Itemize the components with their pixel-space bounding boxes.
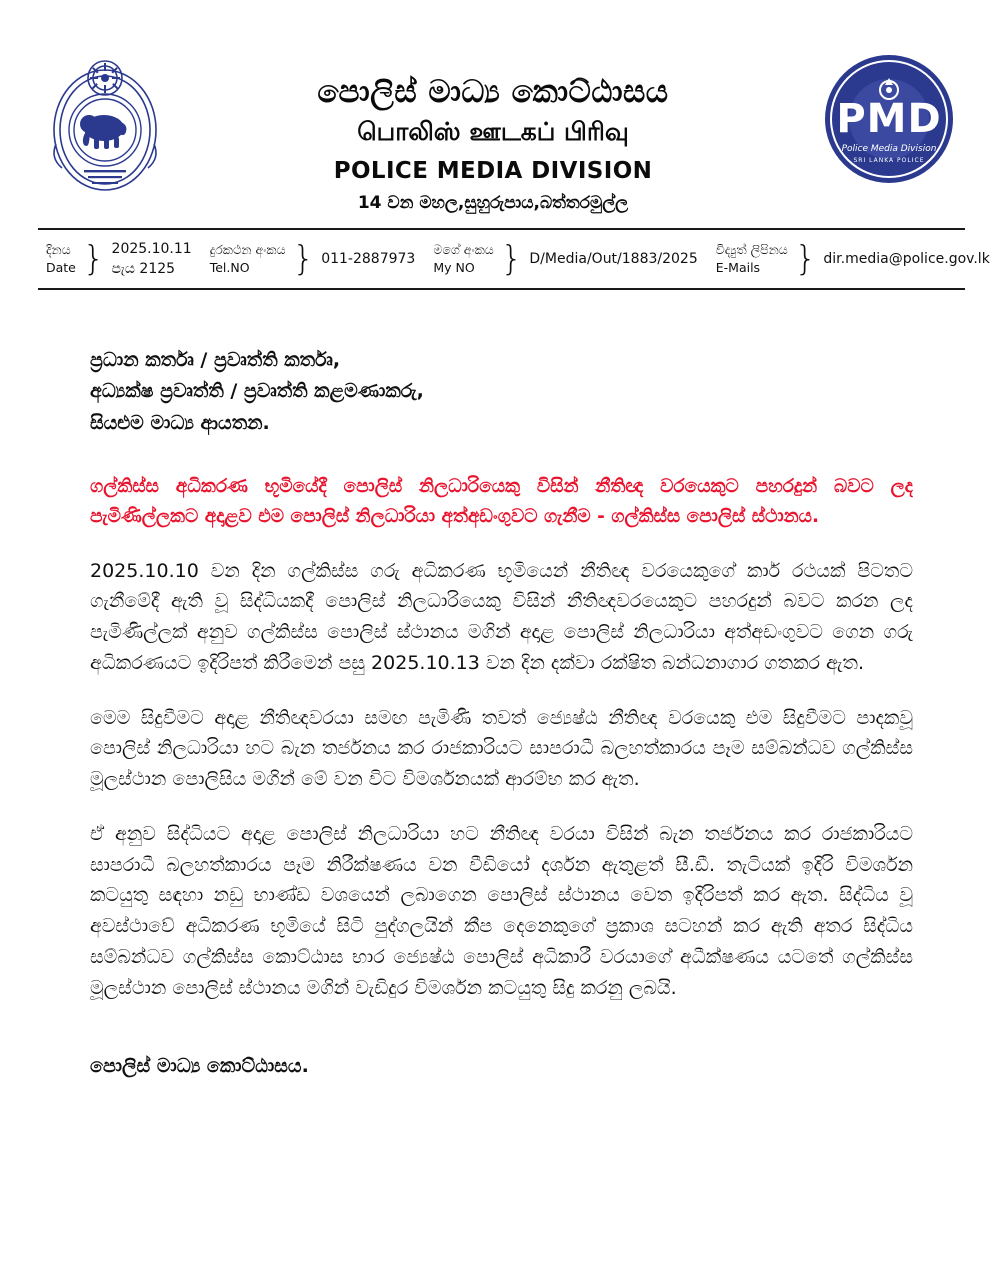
paragraph: ඒ අනුව සිද්ධියට අදාළ පොලිස් නිලධාරියා හට නීතිඥ වරයා විසින් බැන තර්ජනය කර රාජකාරියට සාපරාධී බලහත්කාරය පෑම නිරීක්ෂණය වන වීඩියෝ දර්ශන ඇතුළත් සී.ඩී. තැටියක් ඉදිරි විමර්ශන කටයුතු සඳහා නඩු භාණ්ඩ වශයෙන් ලබාගෙන පොලිස් ස්ථානය වෙත ඉදිරිපත් කර ඇත. සිද්ධිය වූ අවස්ථාවේ අධිකරණ භූමියේ සිටි පුද්ගලයින් කීප දෙනෙකුගේ ප්‍රකාශ සටහන් කර ඇති අතර සිද්ධිය සම්බන්ධව ගල්කිස්ස කොට්ඨාස භාර ජ්‍යෙෂ්ඨ පොලිස් අධිකාරී වරයාගේ අධීක්ෂණය යටතේ ගල්කිස්ස මූලස්ථාන පොලිස් ස්ථානය මගින් වැඩිදුර විමර්ශන කටයුතු සිදු කරනු ලබයි. [90, 822, 913, 999]
title-tamil: பொலிஸ் ஊடகப் பிரிவு [357, 117, 629, 147]
signoff: පොලිස් මාධ්‍ය කොට්ඨාසය. [90, 1055, 309, 1078]
svg-text:PMD: PMD [836, 96, 942, 142]
meta-date [42, 230, 202, 288]
meta-telephone [206, 230, 426, 288]
title-sinhala: පොලිස් මාධ්‍ය කොට්ඨාසය [317, 74, 669, 110]
letter-meta-bar [38, 228, 990, 290]
tel-value: 011-2887973 [321, 250, 416, 267]
brace-icon: } [794, 239, 817, 279]
paragraph: මෙම සිදුවීමට අදාළ නීතිඥවරයා සමඟ පැමිණි තවත් ජ්‍යෙෂ්ඨ නීතිඥ වරයෙකු එම සිදුවීමට පාදකවූ පොලිස් නිලධාරියා හට බැන තර්ජනය කර රාජකාරියට සාපරාධී බලහත්කාරය පෑම සම්බන්ධව ගල්කිස්ස මූලස්ථාන පොලිසිය මගින් මේ වන විට විමර්ශනයක් ආරම්භ කර ඇත. [90, 706, 913, 791]
pmd-logo [822, 52, 957, 187]
addressee-line: අධ්‍යක්ෂ ප්‍රවෘත්ති / ප්‍රවෘත්ති කළමණාකරු, [90, 380, 424, 403]
letterhead-titles [164, 52, 822, 213]
addressee-block [90, 346, 913, 438]
date-label: දිනය Date [46, 241, 76, 275]
myno-label: මගේ අංකය My NO [433, 241, 494, 275]
svg-text:SRI LANKA POLICE: SRI LANKA POLICE [853, 157, 925, 164]
svg-text:Police Media Division: Police Media Division [841, 144, 937, 154]
letter-body [38, 290, 965, 1077]
tel-label: දුරකථන අංකය Tel.NO [209, 241, 286, 275]
date-value: 2025.10.11 පැය 2125 [111, 240, 192, 277]
email-label: විද්‍යුත් ලිපිනය E-Mails [715, 241, 788, 275]
brace-icon: } [500, 239, 523, 279]
letterhead-address: 14 වන මහල,සුහුරුපාය,බත්තරමුල්ල [357, 193, 629, 214]
brace-icon: } [82, 239, 105, 279]
myno-value: D/Media/Out/1883/2025 [529, 250, 698, 267]
paragraph: 2025.10.10 වන දින ගල්කිස්ස ගරු අධිකරණ භූමියෙන් නීතිඥ වරයෙකුගේ කාර් රථයක් පිටතට ගැනීමේදී ඇති වූ සිද්ධියකදී පොලිස් නිලධාරියෙකු විසින් නීතිඥවරයෙකුට පහරදුන් බවට කරන ලද පැමිණිල්ලක් අනුව ගල්කිස්ස පොලිස් ස්ථානය මගින් අදාළ පොලිස් නිලධාරියා අත්අඩංගුවට ගෙන ගරු අධිකරණයට ඉදිරිපත් කිරීමෙන් පසු 2025.10.13 වන දින දක්වා රක්ෂිත බන්ධනාගාර ගතකර ඇත. [90, 559, 913, 674]
meta-my-number [429, 230, 707, 288]
subject-line: ගල්කිස්ස අධිකරණ භූමියේදී පොලිස් නිලධාරියෙකු විසින් නීතිඥ වරයෙකුට පහරදුන් බවට ලද පැමිණිල්ලකට අදාළව එම පොලිස් නිලධාරියා අත්අඩංගුවට ගැනීම - ගල්කිස්ස පොලිස් ස්ථානය. [90, 476, 913, 527]
title-english: POLICE MEDIA DIVISION [333, 158, 653, 185]
addressee-line: සියළුම මාධ්‍ය ආයතන. [90, 411, 270, 434]
meta-email [712, 230, 1000, 288]
police-crest-icon [46, 52, 164, 200]
email-value: dir.media@police.gov.lk [823, 250, 990, 267]
letterhead [38, 40, 965, 214]
addressee-line: ප්‍රධාන කර්තෘ / ප්‍රවෘත්ති කර්තෘ, [90, 349, 341, 371]
brace-icon: } [292, 239, 315, 279]
